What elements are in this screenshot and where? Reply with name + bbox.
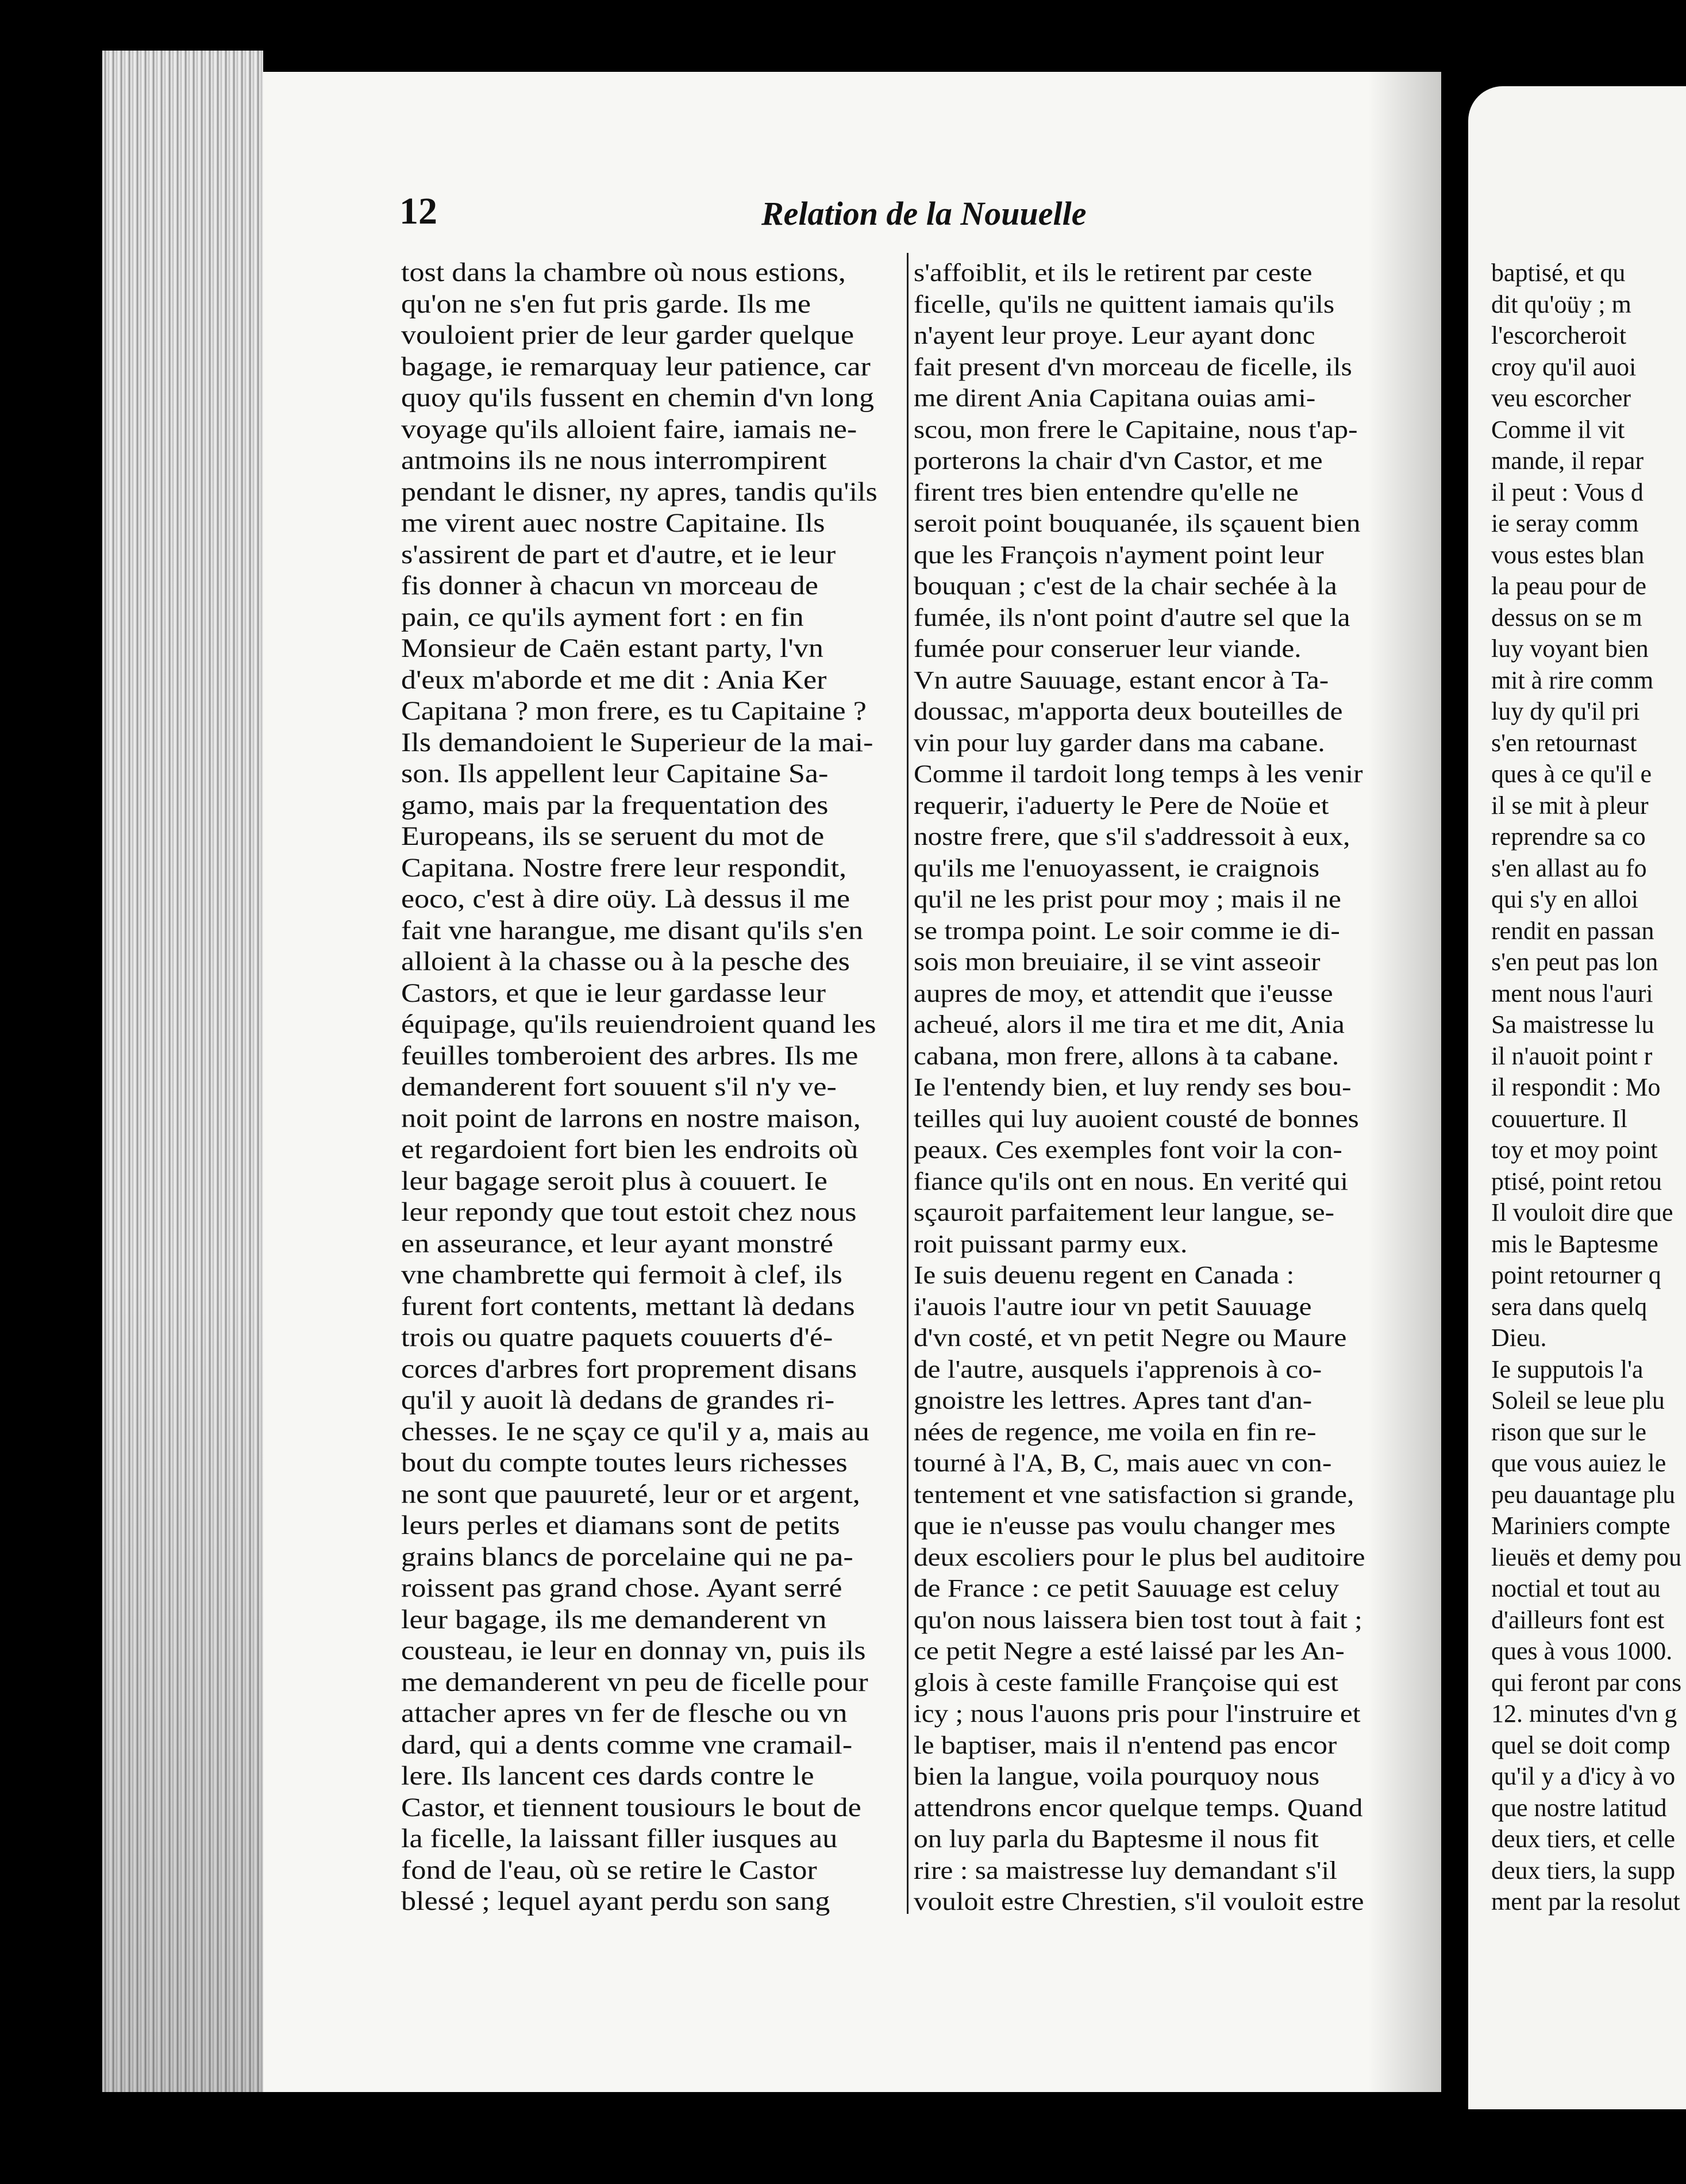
- text-line: qu'on nous laissera bien tost tout à fait ;: [914, 1605, 1362, 1634]
- text-line: me virent auec nostre Capitaine. Ils: [401, 509, 825, 538]
- text-line: et regardoient fort bien les endroits où: [401, 1135, 859, 1164]
- text-line: la ficelle, la laissant filler iusques au: [401, 1824, 838, 1854]
- text-line: gamo, mais par la frequentation des: [401, 790, 829, 820]
- text-line: en asseurance, et leur ayant monstré: [401, 1229, 833, 1259]
- text-line: d'vn costé, et vn petit Negre ou Maure: [914, 1324, 1347, 1352]
- facing-text-line: d'ailleurs font est: [1491, 1605, 1665, 1634]
- text-line: tourné à l'A, B, C, mais auec vn con-: [914, 1449, 1332, 1477]
- text-column-right: [914, 257, 1411, 1918]
- text-line: bagage, ie remarquay leur patience, car: [401, 352, 871, 382]
- facing-text-line: rendit en passan: [1491, 916, 1654, 945]
- text-line: pain, ce qu'ils ayment fort : en fin: [401, 602, 804, 632]
- facing-text-line: qui feront par cons: [1491, 1668, 1682, 1697]
- text-line: feuilles tomberoient des arbres. Ils me: [401, 1041, 859, 1071]
- facing-text-line: Mariniers compte: [1491, 1512, 1670, 1540]
- text-line: on luy parla du Baptesme il nous fit: [914, 1825, 1319, 1853]
- facing-text-line: croy qu'il auoi: [1491, 352, 1637, 381]
- facing-text-line: rison que sur le: [1491, 1417, 1647, 1446]
- text-line: bouquan ; c'est de la chair sechée à la: [914, 572, 1337, 600]
- text-line: que ie n'eusse pas voulu changer mes: [914, 1512, 1336, 1540]
- text-line: que les François n'ayment point leur: [914, 540, 1324, 569]
- facing-text-line: lieuës et demy pou: [1491, 1543, 1682, 1571]
- facing-text-line: Ie supputois l'a: [1491, 1355, 1643, 1383]
- text-line: nostre frere, que s'il s'addressoit à eux,: [914, 822, 1350, 851]
- text-line: Ie l'entendy bien, et luy rendy ses bou-: [914, 1073, 1352, 1101]
- text-line: cabana, mon frere, allons à ta cabane.: [914, 1041, 1339, 1070]
- facing-text-line: baptisé, et qu: [1491, 259, 1626, 287]
- facing-text-line: s'en allast au fo: [1491, 853, 1647, 882]
- facing-text-line: 12. minutes d'vn g: [1491, 1699, 1677, 1728]
- column-rule: [907, 253, 909, 1914]
- facing-text-line: que vous auiez le: [1491, 1449, 1666, 1477]
- text-line: Europeans, ils se seruent du mot de: [401, 822, 825, 851]
- text-line: vouloient prier de leur garder quelque: [401, 321, 854, 350]
- text-line: Ils demandoient le Superieur de la mai-: [401, 728, 873, 758]
- text-line: voyage qu'ils alloient faire, iamais ne-: [401, 414, 857, 444]
- text-line: deux escoliers pour le plus bel auditoire: [914, 1543, 1365, 1571]
- text-line: quoy qu'ils fussent en chemin d'vn long: [401, 383, 875, 413]
- text-line: gnoistre les lettres. Apres tant d'an-: [914, 1386, 1312, 1414]
- facing-text-line: dessus on se m: [1491, 603, 1642, 632]
- facing-text-line: ques à ce qu'il e: [1491, 760, 1652, 788]
- text-line: antmoins ils ne nous interrompirent: [401, 446, 827, 475]
- text-line: me demanderent vn peu de ficelle pour: [401, 1667, 868, 1697]
- facing-text-line: mis le Baptesme: [1491, 1229, 1658, 1258]
- facing-text-line: ment nous l'auri: [1491, 979, 1653, 1008]
- facing-text-line: dit qu'oüy ; m: [1491, 290, 1631, 318]
- facing-text-line: Sa maistresse lu: [1491, 1010, 1654, 1039]
- text-line: cousteau, ie leur en donnay vn, puis ils: [401, 1636, 866, 1666]
- text-line: porterons la chair d'vn Castor, et me: [914, 447, 1323, 475]
- facing-text-line: point retourner q: [1491, 1261, 1661, 1289]
- text-line: seroit point bouquanée, ils sçauent bien: [914, 509, 1361, 537]
- text-line: sçauroit parfaitement leur langue, se-: [914, 1198, 1335, 1226]
- text-line: ficelle, qu'ils ne quittent iamais qu'ils: [914, 290, 1335, 318]
- text-line: eoco, c'est à dire oüy. Là dessus il me: [401, 885, 850, 914]
- text-line: Capitana. Nostre frere leur respondit,: [401, 853, 847, 883]
- text-line: fond de l'eau, où se retire le Castor: [401, 1855, 817, 1885]
- facing-text-line: ment par la resolut: [1491, 1887, 1680, 1916]
- text-line: qu'on ne s'en fut pris garde. Ils me: [401, 289, 811, 319]
- facing-text-line: il peut : Vous d: [1491, 478, 1643, 506]
- facing-text-line: ques à vous 1000.: [1491, 1637, 1673, 1665]
- facing-text-line: sera dans quelq: [1491, 1292, 1647, 1321]
- facing-text-line: s'en retournast: [1491, 728, 1637, 757]
- text-line: lere. Ils lancent ces dards contre le: [401, 1762, 814, 1791]
- text-line: alloient à la chasse ou à la pesche des: [401, 947, 850, 976]
- text-line: icy ; nous l'auons pris pour l'instruire et: [914, 1699, 1361, 1728]
- text-line: corces d'arbres fort proprement disans: [401, 1354, 857, 1384]
- text-line: ce petit Negre a esté laissé par les An-: [914, 1637, 1345, 1665]
- text-line: chesses. Ie ne sçay ce qu'il y a, mais au: [401, 1417, 869, 1447]
- facing-text-line: mande, il repar: [1491, 447, 1644, 475]
- text-line: noit point de larrons en nostre maison,: [401, 1103, 861, 1133]
- facing-text-line: l'escorcheroit: [1491, 321, 1627, 349]
- text-line: glois à ceste famille Françoise qui est: [914, 1668, 1338, 1697]
- facing-text-line: il respondit : Mo: [1491, 1073, 1661, 1101]
- text-line: qu'il y auoit là dedans de grandes ri-: [401, 1386, 835, 1415]
- text-line: sois mon breuiaire, il se vint asseoir: [914, 948, 1321, 976]
- text-line: tentement et vne satisfaction si grande,: [914, 1480, 1354, 1509]
- page-number: 12: [399, 190, 437, 232]
- text-line: roit puissant parmy eux.: [914, 1229, 1188, 1258]
- facing-text-line: qui s'y en alloi: [1491, 885, 1639, 913]
- facing-text-line: ptisé, point retou: [1491, 1167, 1662, 1195]
- text-line: demanderent fort souuent s'il n'y ve-: [401, 1072, 837, 1102]
- text-line: fait vne harangue, me disant qu'ils s'en: [401, 916, 864, 945]
- text-line: Vn autre Sauuage, estant encor à Ta-: [914, 666, 1329, 694]
- text-line: acheué, alors il me tira et me dit, Ania: [914, 1010, 1345, 1039]
- text-line: fait present d'vn morceau de ficelle, ils: [914, 352, 1352, 381]
- text-line: se trompa point. Le soir comme ie di-: [914, 916, 1340, 945]
- text-line: trois ou quatre paquets couuerts d'é-: [401, 1323, 833, 1352]
- facing-text-line: couuerture. Il: [1491, 1104, 1627, 1133]
- text-line: de l'autre, ausquels i'apprenois à co-: [914, 1355, 1322, 1383]
- text-line: rire : sa maistresse luy demandant s'il: [914, 1856, 1337, 1885]
- facing-text-line: toy et moy point: [1491, 1136, 1658, 1164]
- text-line: bien la langue, voila pourquoy nous: [914, 1762, 1320, 1790]
- facing-text-line: peu dauantage plu: [1491, 1480, 1676, 1509]
- text-line: i'auois l'autre iour vn petit Sauuage: [914, 1292, 1312, 1321]
- text-line: requerir, i'aduerty le Pere de Noüe et: [914, 791, 1329, 820]
- text-line: Comme il tardoit long temps à les venir: [914, 760, 1363, 788]
- text-line: tost dans la chambre où nous estions,: [401, 258, 846, 287]
- text-line: me dirent Ania Capitana ouias ami-: [914, 384, 1316, 412]
- text-line: équipage, qu'ils reuiendroient quand les: [401, 1010, 876, 1039]
- facing-text-line: luy dy qu'il pri: [1491, 697, 1640, 725]
- text-line: leur repondy que tout estoit chez nous: [401, 1198, 857, 1227]
- text-line: Castors, et que ie leur gardasse leur: [401, 978, 826, 1008]
- facing-text-line: ie seray comm: [1491, 509, 1639, 537]
- text-line: bout du compte toutes leurs richesses: [401, 1448, 848, 1478]
- text-line: Castor, et tiennent tousiours le bout de: [401, 1793, 861, 1822]
- text-line: fumée pour conseruer leur viande.: [914, 635, 1302, 663]
- text-line: attendrons encor quelque temps. Quand: [914, 1793, 1363, 1822]
- text-line: vin pour luy garder dans ma cabane.: [914, 728, 1325, 757]
- text-line: n'ayent leur proye. Leur ayant donc: [914, 321, 1315, 349]
- running-title: Relation de la Nouuelle: [761, 195, 1087, 232]
- text-line: qu'il ne les prist pour moy ; mais il ne: [914, 885, 1341, 913]
- facing-text-line: Il vouloit dire que: [1491, 1198, 1673, 1226]
- facing-text-line: quel se doit comp: [1491, 1731, 1670, 1759]
- text-line: peaux. Ces exemples font voir la con-: [914, 1136, 1342, 1164]
- facing-text-line: Dieu.: [1491, 1324, 1547, 1352]
- text-line: fumée, ils n'ont point d'autre sel que la: [914, 603, 1350, 632]
- facing-text-line: il n'auoit point r: [1491, 1041, 1653, 1070]
- text-line: fis donner à chacun vn morceau de: [401, 571, 818, 601]
- facing-text-line: qu'il y a d'icy à vo: [1491, 1762, 1676, 1790]
- text-line: son. Ils appellent leur Capitaine Sa-: [401, 759, 829, 789]
- text-line: le baptiser, mais il n'entend pas encor: [914, 1731, 1337, 1759]
- text-line: leurs perles et diamans sont de petits: [401, 1511, 840, 1540]
- facing-text-line: veu escorcher: [1491, 384, 1631, 412]
- facing-text-line: mit à rire comm: [1491, 666, 1654, 694]
- text-line: furent fort contents, mettant là dedans: [401, 1291, 855, 1321]
- text-line: leur bagage, ils me demanderent vn: [401, 1605, 827, 1635]
- text-line: pendant le disner, ny apres, tandis qu'ils: [401, 477, 877, 507]
- text-line: Capitana ? mon frere, es tu Capitaine ?: [401, 697, 867, 726]
- facing-text-line: deux tiers, et celle: [1491, 1825, 1676, 1853]
- text-line: fiance qu'ils ont en nous. En verité qui: [914, 1167, 1349, 1195]
- text-line: blessé ; lequel ayant perdu son sang: [401, 1887, 830, 1916]
- text-line: qu'ils me l'enuoyassent, ie craignois: [914, 853, 1320, 882]
- text-line: dard, qui a dents comme vne cramail-: [401, 1730, 853, 1760]
- facing-text-line: reprendre sa co: [1491, 822, 1646, 851]
- facing-text-line: luy voyant bien: [1491, 635, 1649, 663]
- text-line: leur bagage seroit plus à couuert. Ie: [401, 1166, 827, 1196]
- facing-page-text: [1491, 257, 1686, 1918]
- text-line: vouloit estre Chrestien, s'il vouloit estre: [914, 1887, 1364, 1916]
- text-line: teilles qui luy auoient cousté de bonnes: [914, 1104, 1359, 1133]
- facing-text-line: vous estes blan: [1491, 540, 1645, 569]
- text-line: de France : ce petit Sauuage est celuy: [914, 1574, 1339, 1602]
- page-edges-shade: [102, 51, 263, 2092]
- facing-text-line: Soleil se leue plu: [1491, 1386, 1665, 1414]
- facing-text-line: Comme il vit: [1491, 415, 1625, 444]
- text-line: Monsieur de Caën estant party, l'vn: [401, 634, 823, 663]
- text-line: s'assirent de part et d'autre, et ie leur: [401, 540, 836, 570]
- text-line: firent tres bien entendre qu'elle ne: [914, 478, 1299, 506]
- text-line: roissent pas grand chose. Ayant serré: [401, 1574, 842, 1603]
- facing-text-line: que nostre latitud: [1491, 1793, 1667, 1822]
- text-line: attacher apres vn fer de flesche ou vn: [401, 1699, 848, 1728]
- facing-text-line: deux tiers, la supp: [1491, 1856, 1676, 1885]
- text-line: Ie suis deuenu regent en Canada :: [914, 1261, 1295, 1289]
- page-header: [399, 190, 1302, 241]
- facing-text-line: la peau pour de: [1491, 572, 1646, 600]
- text-line: vne chambrette qui fermoit à clef, ils: [401, 1260, 842, 1290]
- text-column-left: [401, 257, 910, 1918]
- facing-text-line: s'en peut pas lon: [1491, 948, 1658, 976]
- text-line: grains blancs de porcelaine qui ne pa-: [401, 1542, 853, 1572]
- text-line: d'eux m'aborde et me dit : Ania Ker: [401, 665, 827, 695]
- text-line: aupres de moy, et attendit que i'eusse: [914, 979, 1333, 1008]
- text-line: doussac, m'apporta deux bouteilles de: [914, 697, 1343, 725]
- text-line: nées de regence, me voila en fin re-: [914, 1417, 1317, 1446]
- facing-text-line: il se mit à pleur: [1491, 791, 1649, 820]
- text-line: scou, mon frere le Capitaine, nous t'ap-: [914, 415, 1358, 444]
- text-line: ne sont que pauureté, leur or et argent,: [401, 1479, 860, 1509]
- facing-text-line: noctial et tout au: [1491, 1574, 1661, 1602]
- text-line: s'affoiblit, et ils le retirent par ceste: [914, 259, 1312, 287]
